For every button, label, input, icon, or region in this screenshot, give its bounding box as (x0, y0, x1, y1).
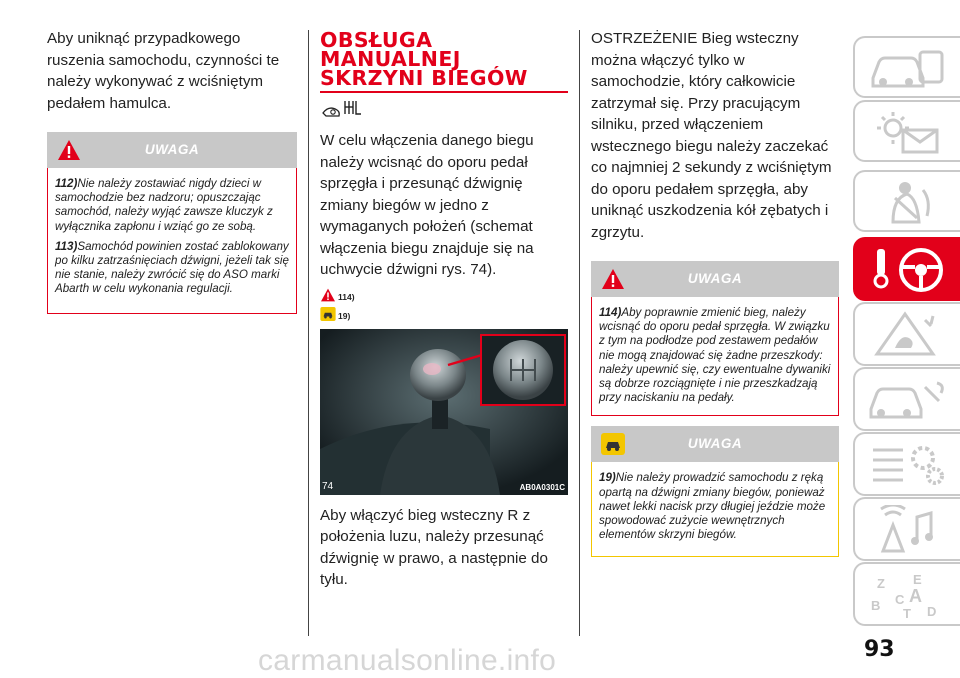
warning-title: UWAGA (687, 436, 743, 452)
column-divider (579, 30, 580, 636)
warning-box-left (47, 132, 297, 314)
ref-warning: 114) (320, 287, 570, 306)
figure-number: 74 (322, 480, 334, 492)
warning-lights-icon (865, 108, 951, 156)
paragraph-2: Aby włączyć bieg wsteczny R z położenia luzu, należy przesunąć dźwignię w prawo, a następnie do tyłu. (320, 506, 548, 588)
warning-triangle-icon (320, 288, 336, 302)
specs-tab[interactable] (853, 432, 960, 496)
column-divider (308, 30, 309, 636)
warning-title: UWAGA (144, 142, 200, 157)
key-steering-wheel-icon (865, 245, 951, 295)
warning-body (591, 297, 839, 416)
seatbelt-person-icon (865, 178, 951, 226)
intro-paragraph: Aby uniknąć przypadkowego ruszenia samochodu, czynności te należy wykonywać z wciśniętym pedałem hamulca. (47, 30, 280, 112)
section-heading: OBSŁUGA MANUALNEJ SKRZYNI BIEGÓW (320, 28, 528, 90)
car-icon (865, 44, 951, 92)
warning-item: 112)Nie należy zostawiać nigdy dzieci w samochodzie bez nadzoru; opuszczając samochód, należy wyjąć zawsze kluczyk z wyłącznika zapłonu i wziąć go ze sobą. (55, 177, 273, 233)
svg-text:D: D (927, 604, 937, 619)
gears-list-icon (865, 440, 951, 490)
car-wrench-icon (865, 375, 951, 425)
left-column (47, 28, 297, 314)
multimedia-tab[interactable] (853, 497, 960, 561)
alphabet-index-icon (865, 570, 951, 620)
warning-box-right-1 (591, 261, 839, 416)
manual-gearbox-icon (320, 97, 370, 119)
svg-text:Z: Z (877, 576, 885, 591)
safety-tab[interactable] (853, 170, 960, 232)
svg-text:A: A (909, 586, 922, 606)
car-tab[interactable] (853, 36, 960, 98)
warning-box-right-2 (591, 426, 839, 557)
svg-text:C: C (895, 592, 905, 607)
emergency-icon (865, 310, 951, 360)
page-number: 93 (864, 637, 895, 662)
multimedia-icon (865, 505, 951, 555)
middle-column (320, 28, 570, 591)
emergency-tab[interactable] (853, 302, 960, 366)
ref-caution: 19) (320, 306, 570, 325)
warning-header (47, 132, 297, 168)
heading-rule (320, 91, 568, 93)
paragraph-1: W celu włączenia danego biegu należy wcisnąć do oporu pedał sprzęgła i przesunąć dźwignię zmiany biegów w jedno z wymaganych położeń (schemat włączenia biegu znajduje się na uchwycie dźwigni rys. 74). (320, 132, 534, 278)
warning-item: 114)Aby poprawnie zmienić bieg, należy wcisnąć do oporu pedał sprzęgła. W związku z tym na podłodze pod zestawem pedałów nie mogą znajdować się żadne przeszkody: należy upewnić się, czy ewentualne dywaniki są dobrze rozciągnięte i nie przeszkadzają przy naciskaniu na pedały. (599, 306, 831, 405)
maintenance-tab[interactable] (853, 367, 960, 431)
warning-header (591, 261, 839, 297)
references (320, 287, 570, 325)
warning-item: 19)Nie należy prowadzić samochodu z ręką opartą na dźwigni zmiany biegów, ponieważ nawet lekki nacisk przy długiej jeździe może spowodować zużycie wewnętrznych elementów skrzyni biegów. (599, 471, 826, 542)
caution-paragraph: OSTRZEŻENIE Bieg wsteczny można włączyć tylko w samochodzie, który całkowicie zatrzymał się. Przy pracującym silniku, przed włączeniem wstecznego biegu należy zaczekać co najmniej 2 sekundy z wciśniętym do oporu pedałem sprzęgła, aby uniknąć uszkodzenia kół zębatych i zgrzytu. (591, 30, 832, 241)
index-tab[interactable] (853, 562, 960, 626)
warning-title: UWAGA (687, 271, 743, 286)
figure-74 (320, 329, 568, 495)
gear-lever-photo (320, 329, 568, 495)
svg-text:B: B (871, 598, 881, 613)
dashboard-lights-tab[interactable] (853, 100, 960, 162)
svg-text:T: T (903, 606, 911, 620)
warning-item: 113)Samochód powinien zostać zablokowany po kilku zatrzaśnięciach dźwigni, jeżeli tak się nie stanie, należy zwrócić się do ASO marki Abarth w celu wykonania regulacji. (55, 239, 289, 296)
figure-code: AB0A0301C (519, 482, 565, 492)
right-column (591, 28, 839, 557)
svg-text:E: E (913, 572, 922, 587)
driving-tab[interactable] (853, 237, 960, 301)
watermark: carmanualsonline.info (258, 644, 557, 677)
car-caution-icon (320, 307, 336, 321)
warning-header (591, 426, 839, 462)
warning-body (591, 462, 839, 557)
warning-body (47, 168, 297, 314)
